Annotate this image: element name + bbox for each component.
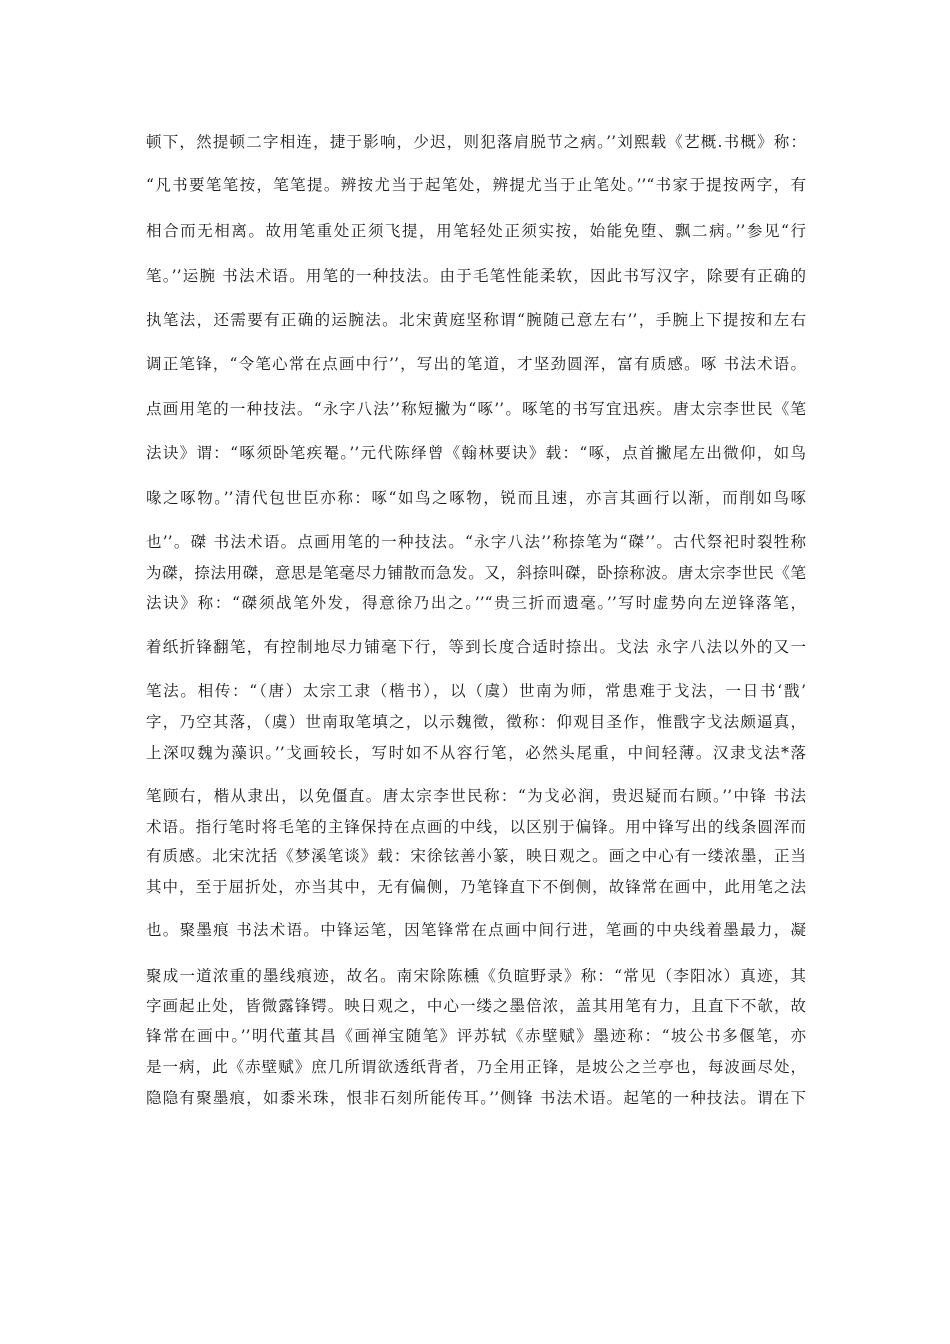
text-line: 其中，至于屈折处，亦当其中，无有偏侧，乃笔锋直下不倒侧，故锋常在画中，此用笔之法 <box>146 878 806 896</box>
text-line: 笔顾右，楷从隶出，以免僵直。唐太宗李世民称：“为戈必润，贵迟疑而右顾。’’中锋 书法 <box>146 787 806 805</box>
text-line: 为磔，捺法用磔，意思是笔毫尽力铺散而急发。又，斜捺叫磔，卧捺称波。唐太宗李世民《笔 <box>146 564 806 582</box>
text-line: 执笔法，还需要有正确的运腕法。北宋黄庭坚称谓“腕随己意左右’’，手腕上下提按和左右 <box>146 311 806 329</box>
text-line: 笔法。相传：“（唐）太宗工隶（楷书），以（虞）世南为师，常患难于戈法，一日书‘戬’ <box>146 682 806 700</box>
text-line: 相合而无相离。故用笔重处正须飞提，用笔轻处正须实按，始能免堕、飘二病。’’参见“行 <box>146 222 806 240</box>
text-line: 调正笔锋，“令笔心常在点画中行’’，写出的笔道，才坚劲圆浑，富有质感。啄 书法术语。 <box>146 355 806 373</box>
text-line: “凡书要笔笔按，笔笔提。辨按尤当于起笔处，辨提尤当于止笔处。’’“书家于提按两字，有 <box>146 176 806 194</box>
text-line: 法诀》谓：“啄须卧笔疾罨。’’元代陈绎曾《翰林要诀》载：“啄，点首撇尾左出微仰，如鸟 <box>146 444 806 462</box>
text-line: 字，乃空其落，（虞）世南取笔填之，以示魏徵，徵称：仰观目圣作，惟戬字戈法颇逼真， <box>146 713 806 731</box>
text-line: 法诀》称：“磔须战笔外发，得意徐乃出之。’’“贵三折而遗毫。’’写时虚势向左逆锋落笔， <box>146 594 806 612</box>
text-line: 隐隐有聚墨痕，如黍米珠，恨非石刻所能传耳。’’侧锋 书法术语。起笔的一种技法。谓在下 <box>146 1089 806 1107</box>
text-line: 上深叹魏为藻识。’’戈画较长，写时如不从容行笔，必然头尾重，中间轻薄。汉隶戈法*落 <box>146 744 806 762</box>
text-line: 术语。指行笔时将毛笔的主锋保持在点画的中线，以区别于偏锋。用中锋写出的线条圆浑而 <box>146 818 806 836</box>
text-line: 喙之啄物。’’清代包世臣亦称：啄“如鸟之啄物，锐而且速，亦言其画行以渐，而削如鸟啄 <box>146 489 806 507</box>
text-line: 字画起止处，皆微露锋锷。映日观之，中心一缕之墨倍浓，盖其用笔有力，且直下不欹，故 <box>146 997 806 1015</box>
text-line: 顿下，然提顿二字相连，捷于影响，少迟，则犯落肩脱节之病。’’刘熙载《艺概.书概》称： <box>146 133 806 151</box>
text-line: 是一病，此《赤壁赋》庶几所谓欲透纸背者，乃全用正锋，是坡公之兰亭也，每波画尽处， <box>146 1058 806 1076</box>
text-line: 也’’。磔 书法术语。点画用笔的一种技法。“永字八法’’称捺笔为“磔’’。古代祭祀时裂牲称 <box>146 533 806 551</box>
text-line: 点画用笔的一种技法。“永字八法’’称短撇为“啄’’。啄笔的书写宜迅疾。唐太宗李世民《笔 <box>146 400 806 418</box>
text-line: 锋常在画中。’’明代董其昌《画禅宝随笔》评苏轼《赤壁赋》墨迹称：“坡公书多偃笔，亦 <box>146 1027 806 1045</box>
text-line: 聚成一道浓重的墨线痕迹，故名。南宋除陈櫄《负暄野录》称：“常见（李阳冰）真迹，其 <box>146 967 806 985</box>
text-line: 笔。’’运腕 书法术语。用笔的一种技法。由于毛笔性能柔软，因此书写汉字，除要有正确的 <box>146 267 806 285</box>
text-line: 着纸折锋翻笔，有控制地尽力铺毫下行，等到长度合适时捺出。戈法 永字八法以外的又一 <box>146 638 806 656</box>
text-line: 有质感。北宋沈括《梦溪笔谈》载：宋徐铉善小篆，映日观之。画之中心有一缕浓墨，正当 <box>146 847 806 865</box>
text-line: 也。聚墨痕 书法术语。中锋运笔，因笔锋常在点画中间行进，笔画的中央线着墨最力，凝 <box>146 921 806 939</box>
